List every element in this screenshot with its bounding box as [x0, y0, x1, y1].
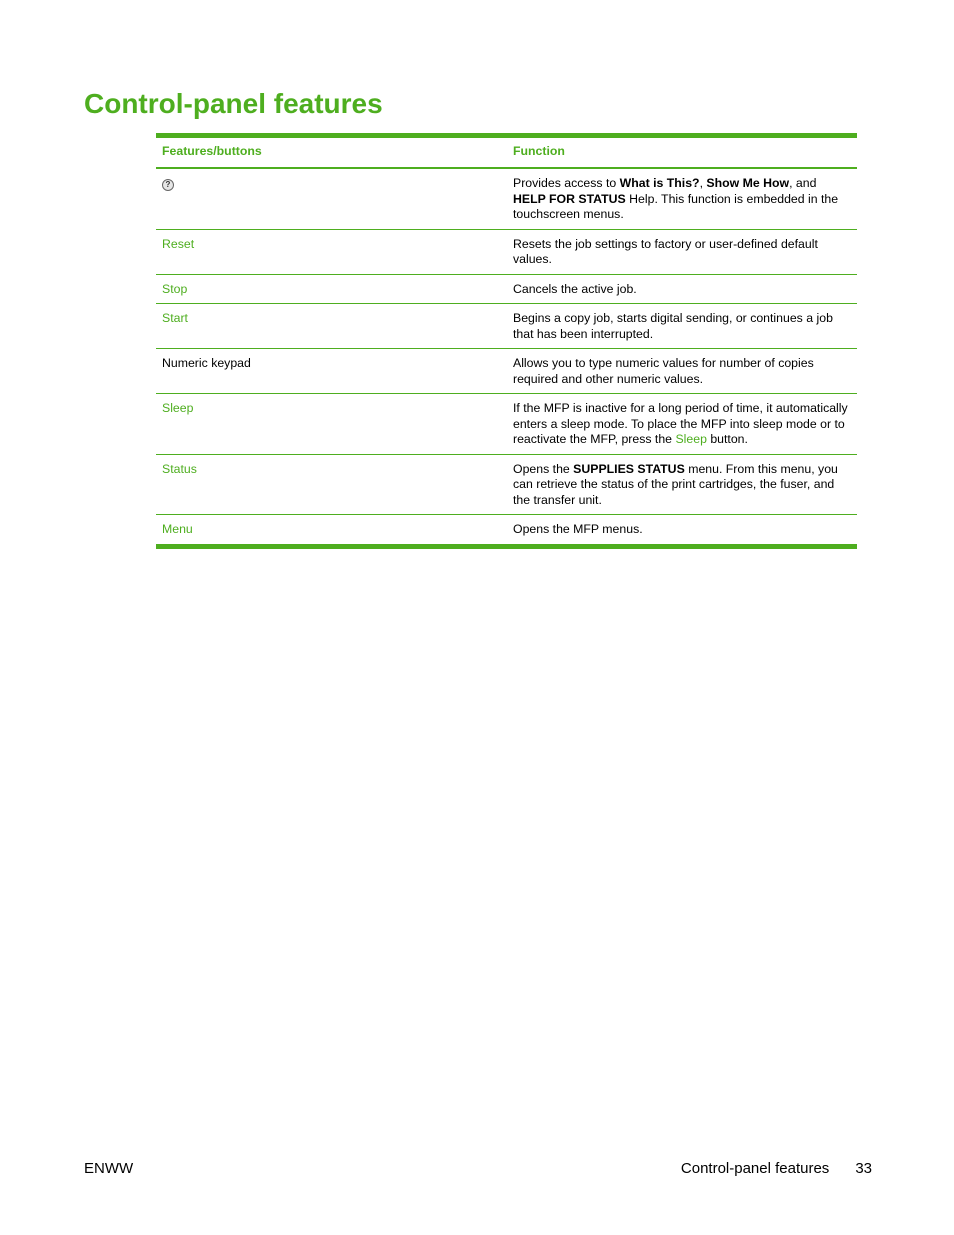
table-row [156, 454, 857, 515]
table-header-row [156, 138, 857, 168]
table-row [156, 304, 857, 349]
function-cell: Resets the job settings to factory or user-defined default values. [507, 229, 857, 274]
table-row [156, 168, 857, 229]
footer-left-label: ENWW [84, 1160, 134, 1177]
feature-stop: Stop [156, 274, 507, 304]
header-function: Function [507, 138, 857, 168]
feature-menu: Menu [162, 522, 193, 536]
function-cell: Opens the MFP menus. [513, 522, 643, 536]
function-cell: If the MFP is inactive for a long period of time, it automatically enters a sleep mode. To place the MFP into sleep mode or to reactivate the MFP, press the Sleep button. [507, 394, 857, 455]
feature-cell [156, 168, 507, 229]
table-row [156, 274, 857, 304]
control-panel-table [156, 133, 857, 549]
page-number: 33 [855, 1160, 872, 1177]
help-question-icon: ? [162, 179, 174, 191]
feature-sleep: Sleep [156, 394, 507, 455]
table-row [156, 349, 857, 394]
feature-start: Start [156, 304, 507, 349]
header-features-buttons: Features/buttons [156, 138, 507, 168]
table-row [156, 515, 857, 544]
feature-reset: Reset [156, 229, 507, 274]
function-cell: Allows you to type numeric values for number of copies required and other numeric values. [507, 349, 857, 394]
feature-numeric-keypad: Numeric keypad [156, 349, 507, 394]
function-cell: Begins a copy job, starts digital sending, or continues a job that has been interrupted. [507, 304, 857, 349]
function-cell: Cancels the active job. [507, 274, 857, 304]
footer-right [681, 1160, 872, 1177]
table-row [156, 394, 857, 455]
function-cell: Provides access to What is This?, Show Me How, and HELP FOR STATUS Help. This function is embedded in the touchscreen menus. [507, 168, 857, 229]
feature-status: Status [156, 454, 507, 515]
page-title: Control-panel features [84, 88, 383, 119]
table-row [156, 229, 857, 274]
footer-section-title: Control-panel features [680, 1160, 830, 1177]
function-cell: Opens the SUPPLIES STATUS menu. From this menu, you can retrieve the status of the print cartridges, the fuser, and the transfer unit. [507, 454, 857, 515]
